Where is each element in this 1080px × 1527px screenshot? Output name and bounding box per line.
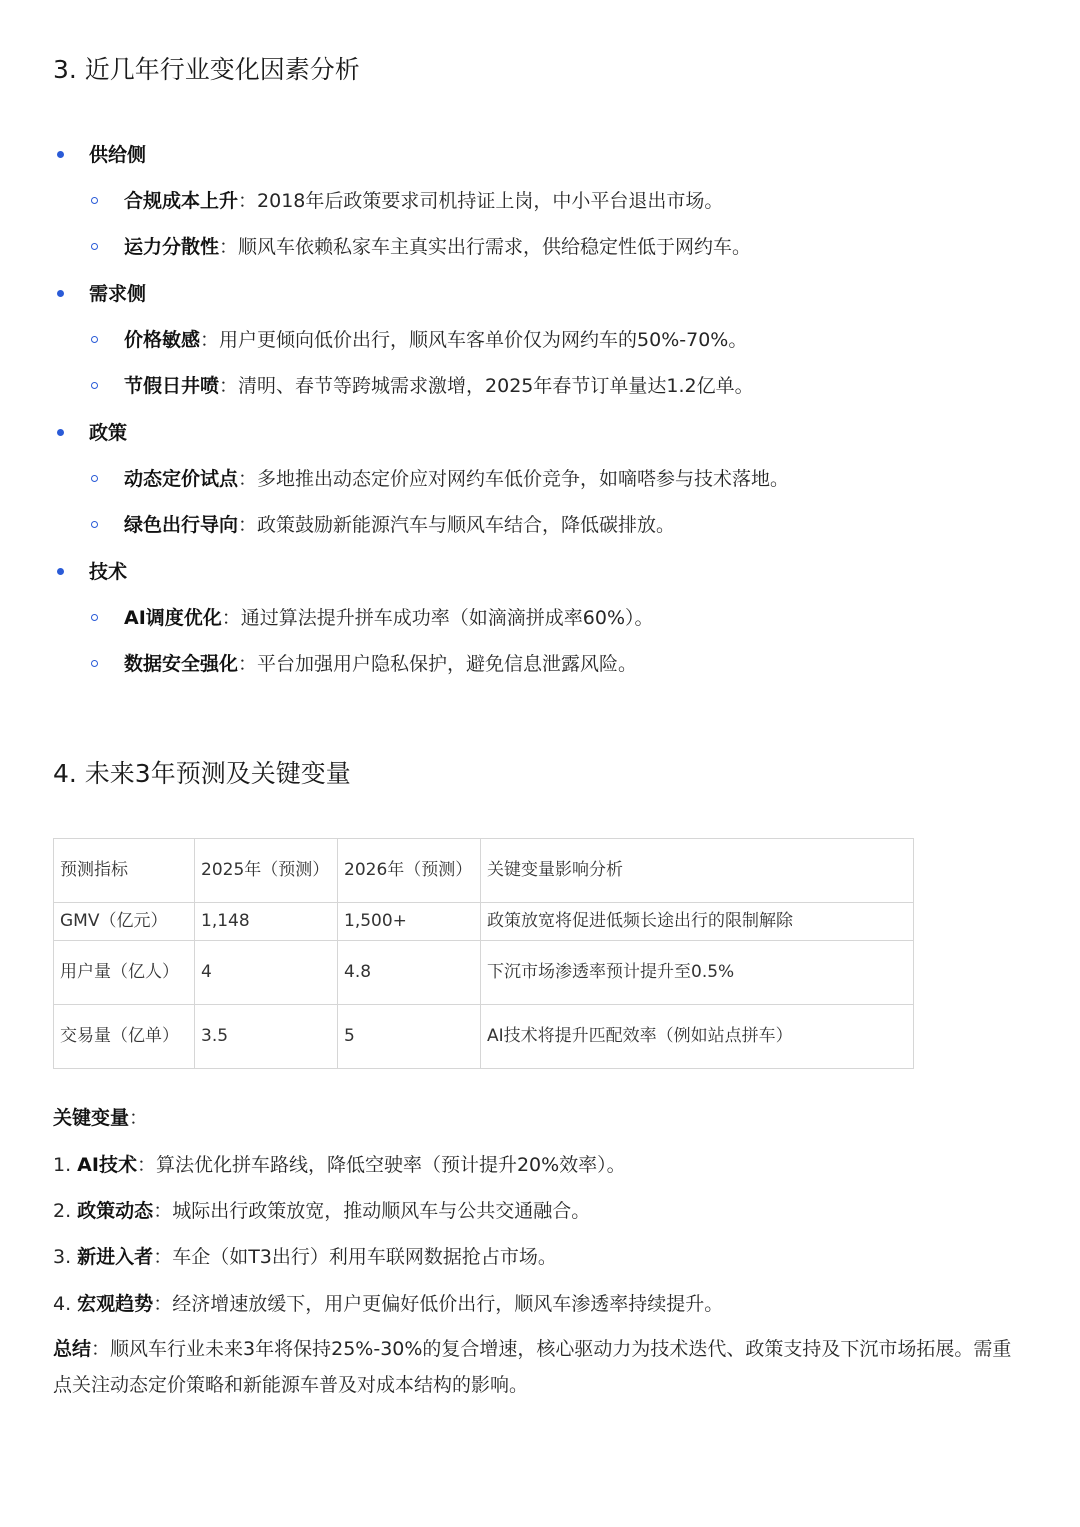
- section-4-heading: 4. 未来3年预测及关键变量: [53, 759, 351, 788]
- list-item: 4. 宏观趋势：经济增速放缓下，用户更偏好低价出行，顺风车渗透率持续提升。: [53, 1293, 724, 1315]
- list-item: 价格敏感：用户更倾向低价出行，顺风车客单价仅为网约车的50%-70%。: [124, 329, 748, 351]
- table-cell: 3.5: [195, 1005, 338, 1069]
- bullet-dot-icon: [57, 429, 64, 436]
- table-row: [54, 903, 914, 941]
- list-item: 动态定价试点：多地推出动态定价应对网约车低价竞争，如嘀嗒参与技术落地。: [124, 468, 790, 490]
- bullet-ring-icon: [91, 521, 98, 528]
- table-cell: 1,500+: [338, 903, 481, 941]
- section-3-heading: 3. 近几年行业变化因素分析: [53, 55, 360, 84]
- bullet-ring-icon: [91, 336, 98, 343]
- table-cell: GMV（亿元）: [54, 903, 195, 941]
- bullet-dot-icon: [57, 290, 64, 297]
- list-item: 节假日井喷：清明、春节等跨城需求激增，2025年春节订单量达1.2亿单。: [124, 375, 754, 397]
- list-item: AI调度优化：通过算法提升拼车成功率（如滴滴拼成率60%）。: [124, 607, 654, 629]
- bullet-ring-icon: [91, 243, 98, 250]
- list-item: 合规成本上升：2018年后政策要求司机持证上岗，中小平台退出市场。: [124, 190, 724, 212]
- bullet-dot-icon: [57, 151, 64, 158]
- table-cell: 用户量（亿人）: [54, 941, 195, 1005]
- table-header-cell: 2025年（预测）: [195, 839, 338, 903]
- bullet-dot-icon: [57, 568, 64, 575]
- group-label: 供给侧: [89, 144, 147, 166]
- table-cell: 4: [195, 941, 338, 1005]
- summary-paragraph: 总结：顺风车行业未来3年将保持25%-30%的复合增速，核心驱动力为技术迭代、政策支持及下沉市场拓展。需重点关注动态定价策略和新能源车普及对成本结构的影响。: [53, 1338, 1012, 1396]
- table-cell: 4.8: [338, 941, 481, 1005]
- list-item: 3. 新进入者：车企（如T3出行）利用车联网数据抢占市场。: [53, 1246, 557, 1268]
- table-cell: 政策放宽将促进低频长途出行的限制解除: [481, 903, 914, 941]
- bullet-ring-icon: [91, 475, 98, 482]
- group-label: 需求侧: [89, 283, 147, 305]
- table-cell: 1,148: [195, 903, 338, 941]
- key-variables-label: 关键变量：: [53, 1107, 149, 1129]
- table-header-cell: 2026年（预测）: [338, 839, 481, 903]
- table-header-cell: 关键变量影响分析: [481, 839, 914, 903]
- list-item: 绿色出行导向：政策鼓励新能源汽车与顺风车结合，降低碳排放。: [124, 514, 676, 536]
- bullet-ring-icon: [91, 660, 98, 667]
- forecast-table: [53, 838, 914, 1069]
- bullet-ring-icon: [91, 614, 98, 621]
- list-item: 1. AI技术：算法优化拼车路线，降低空驶率（预计提升20%效率）。: [53, 1154, 626, 1176]
- table-cell: 下沉市场渗透率预计提升至0.5%: [481, 941, 914, 1005]
- table-row: [54, 941, 914, 1005]
- table-header-cell: 预测指标: [54, 839, 195, 903]
- table-cell: AI技术将提升匹配效率（例如站点拼车）: [481, 1005, 914, 1069]
- list-item: 运力分散性：顺风车依赖私家车主真实出行需求，供给稳定性低于网约车。: [124, 236, 752, 258]
- table-cell: 5: [338, 1005, 481, 1069]
- table-row: [54, 1005, 914, 1069]
- list-item: 数据安全强化：平台加强用户隐私保护，避免信息泄露风险。: [124, 653, 638, 675]
- group-label: 政策: [89, 422, 128, 444]
- list-item: 2. 政策动态：城际出行政策放宽，推动顺风车与公共交通融合。: [53, 1200, 591, 1222]
- bullet-ring-icon: [91, 382, 98, 389]
- group-label: 技术: [89, 561, 128, 583]
- table-header-row: [54, 839, 914, 903]
- table-cell: 交易量（亿单）: [54, 1005, 195, 1069]
- bullet-ring-icon: [91, 197, 98, 204]
